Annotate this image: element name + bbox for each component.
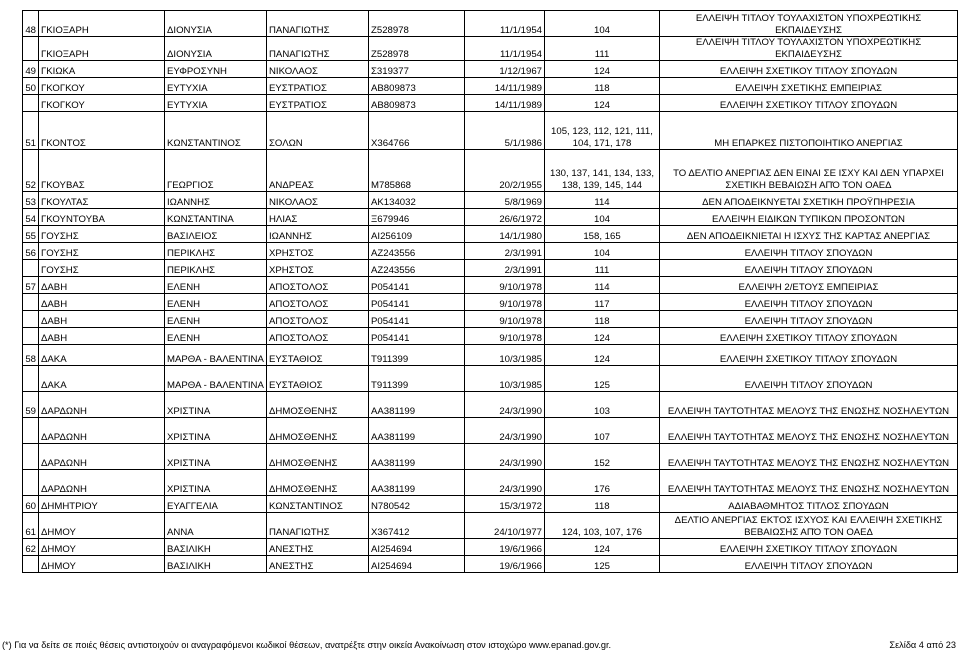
table-row: [23, 11, 958, 37]
cell-n: 62: [23, 539, 39, 556]
cell-n: [23, 37, 39, 61]
cell-reason: ΕΛΛΕΙΨΗ ΤΙΤΛΟΥ ΣΠΟΥΔΩΝ: [660, 556, 958, 573]
cell-name: ΜΑΡΘΑ - ΒΑΛΕΝΤΙΝΑ: [165, 345, 267, 366]
cell-codes: 158, 165: [545, 226, 660, 243]
cell-codes: 124: [545, 539, 660, 556]
cell-codes: 130, 137, 141, 134, 133, 138, 139, 145, 144: [545, 150, 660, 192]
cell-codes: 124: [545, 345, 660, 366]
cell-dob: 24/3/1990: [465, 392, 545, 418]
table-row: [23, 418, 958, 444]
table-row: [23, 539, 958, 556]
table-row: [23, 209, 958, 226]
table-row: [23, 294, 958, 311]
cell-codes: 118: [545, 496, 660, 513]
cell-codes: 176: [545, 470, 660, 496]
cell-n: [23, 366, 39, 392]
cell-surname: ΓΟΥΣΗΣ: [39, 260, 165, 277]
cell-codes: 114: [545, 277, 660, 294]
cell-codes: 124: [545, 328, 660, 345]
cell-codes: 105, 123, 112, 121, 111, 104, 171, 178: [545, 112, 660, 150]
cell-codes: 125: [545, 366, 660, 392]
cell-dob: 19/6/1966: [465, 556, 545, 573]
cell-name: ΒΑΣΙΛΕΙΟΣ: [165, 226, 267, 243]
table-row: [23, 311, 958, 328]
cell-codes: 117: [545, 294, 660, 311]
cell-dob: 20/2/1955: [465, 150, 545, 192]
cell-surname: ΔΗΜΗΤΡΙΟΥ: [39, 496, 165, 513]
cell-reason: ΕΛΛΕΙΨΗ ΤΙΤΛΟΥ ΣΠΟΥΔΩΝ: [660, 243, 958, 260]
cell-id: Ρ054141: [369, 294, 465, 311]
table-row: [23, 61, 958, 78]
cell-father: ΔΗΜΟΣΘΕΝΗΣ: [267, 470, 369, 496]
cell-reason: ΔΕΝ ΑΠΟΔΕΙΚΝΙΕΤΑΙ Η ΙΣΧΥΣ ΤΗΣ ΚΑΡΤΑΣ ΑΝΕΡΓΙΑΣ: [660, 226, 958, 243]
cell-n: 61: [23, 513, 39, 539]
cell-reason: ΔΕΛΤΙΟ ΑΝΕΡΓΙΑΣ ΕΚΤΟΣ ΙΣΧΥΟΣ ΚΑΙ ΕΛΛΕΙΨΗ ΣΧΕΤΙΚΗΣ ΒΕΒΑΙΩΣΗΣ ΑΠΌ ΤΟΝ ΟΑΕΔ: [660, 513, 958, 539]
cell-id: ΑΙ254694: [369, 539, 465, 556]
cell-dob: 24/3/1990: [465, 470, 545, 496]
table-row: [23, 37, 958, 61]
cell-surname: ΓΟΥΣΗΣ: [39, 243, 165, 260]
cell-dob: 9/10/1978: [465, 294, 545, 311]
cell-id: ΑΙ254694: [369, 556, 465, 573]
cell-father: ΑΠΟΣΤΟΛΟΣ: [267, 311, 369, 328]
cell-n: 58: [23, 345, 39, 366]
table-row: [23, 78, 958, 95]
cell-dob: 11/1/1954: [465, 37, 545, 61]
cell-reason: ΕΛΛΕΙΨΗ ΤΑΥΤΟΤΗΤΑΣ ΜΕΛΟΥΣ ΤΗΣ ΕΝΩΣΗΣ ΝΟΣΗΛΕΥΤΩΝ: [660, 444, 958, 470]
cell-codes: 125: [545, 556, 660, 573]
cell-n: [23, 311, 39, 328]
cell-reason: ΕΛΛΕΙΨΗ ΤΑΥΤΟΤΗΤΑΣ ΜΕΛΟΥΣ ΤΗΣ ΕΝΩΣΗΣ ΝΟΣΗΛΕΥΤΩΝ: [660, 418, 958, 444]
table-row: [23, 513, 958, 539]
cell-name: ΚΩΝΣΤΑΝΤΙΝΟΣ: [165, 112, 267, 150]
cell-reason: ΔΕΝ ΑΠΟΔΕΙΚΝΥΕΤΑΙ ΣΧΕΤΙΚΗ ΠΡΟΫΠΗΡΕΣΙΑ: [660, 192, 958, 209]
cell-codes: 118: [545, 78, 660, 95]
cell-name: ΠΕΡΙΚΛΗΣ: [165, 260, 267, 277]
cell-codes: 111: [545, 37, 660, 61]
cell-father: ΑΝΔΡΕΑΣ: [267, 150, 369, 192]
cell-n: [23, 95, 39, 112]
cell-codes: 118: [545, 311, 660, 328]
cell-father: ΣΟΛΩΝ: [267, 112, 369, 150]
cell-id: ΑΑ381199: [369, 444, 465, 470]
cell-reason: ΕΛΛΕΙΨΗ ΣΧΕΤΙΚΟΥ ΤΙΤΛΟΥ ΣΠΟΥΔΩΝ: [660, 95, 958, 112]
cell-dob: 5/8/1969: [465, 192, 545, 209]
cell-dob: 2/3/1991: [465, 260, 545, 277]
cell-surname: ΓΚΟΥΝΤΟΥΒΑ: [39, 209, 165, 226]
cell-dob: 10/3/1985: [465, 366, 545, 392]
cell-dob: 14/11/1989: [465, 78, 545, 95]
cell-name: ΧΡΙΣΤΙΝΑ: [165, 444, 267, 470]
cell-id: ΑΑ381199: [369, 392, 465, 418]
cell-id: ΑΖ243556: [369, 260, 465, 277]
cell-codes: 124: [545, 95, 660, 112]
cell-id: ΑΖ243556: [369, 243, 465, 260]
cell-name: ΒΑΣΙΛΙΚΗ: [165, 556, 267, 573]
cell-n: [23, 444, 39, 470]
footer-note: (*) Για να δείτε σε ποιές θέσεις αντιστοιχούν οι αναγραφόμενοι κωδικοί θέσεων, ανατρέξτε στην οικεία Ανακοίνωση στον ιστοχώρο www.epanad.gov.gr.: [2, 640, 612, 650]
cell-n: [23, 470, 39, 496]
table-row: [23, 496, 958, 513]
candidates-table: [22, 10, 958, 573]
cell-reason: ΕΛΛΕΙΨΗ ΤΙΤΛΟΥ ΣΠΟΥΔΩΝ: [660, 311, 958, 328]
table-row: [23, 366, 958, 392]
cell-name: ΙΩΑΝΝΗΣ: [165, 192, 267, 209]
table-row: [23, 392, 958, 418]
cell-n: 51: [23, 112, 39, 150]
cell-id: Ρ054141: [369, 328, 465, 345]
cell-surname: ΓΚΟΝΤΟΣ: [39, 112, 165, 150]
cell-id: Χ367412: [369, 513, 465, 539]
cell-codes: 103: [545, 392, 660, 418]
cell-father: ΑΠΟΣΤΟΛΟΣ: [267, 294, 369, 311]
table-row: [23, 444, 958, 470]
cell-name: ΧΡΙΣΤΙΝΑ: [165, 470, 267, 496]
cell-name: ΑΝΝΑ: [165, 513, 267, 539]
page-number: Σελίδα 4 από 23: [889, 640, 956, 650]
cell-dob: 24/10/1977: [465, 513, 545, 539]
cell-surname: ΓΚΟΥΛΤΑΣ: [39, 192, 165, 209]
cell-surname: ΓΟΥΣΗΣ: [39, 226, 165, 243]
table-row: [23, 328, 958, 345]
cell-reason: ΕΛΛΕΙΨΗ ΤΙΤΛΟΥ ΣΠΟΥΔΩΝ: [660, 260, 958, 277]
cell-father: ΧΡΗΣΤΟΣ: [267, 243, 369, 260]
table-row: [23, 260, 958, 277]
cell-dob: 10/3/1985: [465, 345, 545, 366]
cell-n: [23, 418, 39, 444]
cell-n: 50: [23, 78, 39, 95]
cell-n: 54: [23, 209, 39, 226]
cell-dob: 11/1/1954: [465, 11, 545, 37]
cell-id: Τ911399: [369, 366, 465, 392]
cell-dob: 9/10/1978: [465, 328, 545, 345]
cell-father: ΕΥΣΤΑΘΙΟΣ: [267, 345, 369, 366]
cell-id: ΑΒ809873: [369, 95, 465, 112]
cell-id: Ρ054141: [369, 311, 465, 328]
cell-reason: ΕΛΛΕΙΨΗ ΤΙΤΛΟΥ ΤΟΥΛΑΧΙΣΤΟΝ ΥΠΟΧΡΕΩΤΙΚΗΣ ΕΚΠΑΙΔΕΥΣΗΣ: [660, 37, 958, 61]
cell-reason: ΕΛΛΕΙΨΗ ΣΧΕΤΙΚΟΥ ΤΙΤΛΟΥ ΣΠΟΥΔΩΝ: [660, 539, 958, 556]
cell-father: ΔΗΜΟΣΘΕΝΗΣ: [267, 392, 369, 418]
cell-father: ΝΙΚΟΛΑΟΣ: [267, 61, 369, 78]
cell-name: ΕΥΤΥΧΙΑ: [165, 95, 267, 112]
cell-id: ΑΑ381199: [369, 470, 465, 496]
table-row: [23, 470, 958, 496]
cell-father: ΧΡΗΣΤΟΣ: [267, 260, 369, 277]
cell-n: 52: [23, 150, 39, 192]
cell-dob: 2/3/1991: [465, 243, 545, 260]
cell-surname: ΔΗΜΟΥ: [39, 513, 165, 539]
cell-surname: ΔΑΚΑ: [39, 366, 165, 392]
cell-dob: 1/12/1967: [465, 61, 545, 78]
cell-father: ΕΥΣΤΑΘΙΟΣ: [267, 366, 369, 392]
cell-id: Σ319377: [369, 61, 465, 78]
cell-name: ΕΛΕΝΗ: [165, 328, 267, 345]
table-row: [23, 243, 958, 260]
cell-id: Ζ528978: [369, 37, 465, 61]
table-row: [23, 277, 958, 294]
cell-surname: ΔΑΒΗ: [39, 328, 165, 345]
cell-surname: ΓΚΙΩΚΑ: [39, 61, 165, 78]
cell-reason: ΕΛΛΕΙΨΗ 2/ΕΤΟΥΣ ΕΜΠΕΙΡΙΑΣ: [660, 277, 958, 294]
cell-dob: 24/3/1990: [465, 418, 545, 444]
cell-name: ΧΡΙΣΤΙΝΑ: [165, 418, 267, 444]
cell-surname: ΓΚΙΟΞΑΡΗ: [39, 37, 165, 61]
cell-father: ΚΩΝΣΤΑΝΤΙΝΟΣ: [267, 496, 369, 513]
cell-codes: 104: [545, 209, 660, 226]
cell-name: ΓΕΩΡΓΙΟΣ: [165, 150, 267, 192]
cell-n: 59: [23, 392, 39, 418]
cell-father: ΑΝΕΣΤΗΣ: [267, 539, 369, 556]
cell-codes: 111: [545, 260, 660, 277]
cell-reason: ΤΟ ΔΕΛΤΙΟ ΑΝΕΡΓΙΑΣ ΔΕΝ ΕΙΝΑΙ ΣΕ ΙΣΧΥ ΚΑΙ ΔΕΝ ΥΠΑΡΧΕΙ ΣΧΕΤΙΚΗ ΒΕΒΑΙΩΣΗ ΑΠΌ ΤΟΝ ΟΑΕΔ: [660, 150, 958, 192]
cell-surname: ΔΑΒΗ: [39, 311, 165, 328]
cell-father: ΗΛΙΑΣ: [267, 209, 369, 226]
cell-name: ΕΥΑΓΓΕΛΙΑ: [165, 496, 267, 513]
cell-father: ΝΙΚΟΛΑΟΣ: [267, 192, 369, 209]
cell-codes: 104: [545, 243, 660, 260]
cell-father: ΠΑΝΑΓΙΩΤΗΣ: [267, 37, 369, 61]
cell-reason: ΕΛΛΕΙΨΗ ΣΧΕΤΙΚΟΥ ΤΙΤΛΟΥ ΣΠΟΥΔΩΝ: [660, 345, 958, 366]
table-row: [23, 345, 958, 366]
cell-reason: ΕΛΛΕΙΨΗ ΤΑΥΤΟΤΗΤΑΣ ΜΕΛΟΥΣ ΤΗΣ ΕΝΩΣΗΣ ΝΟΣΗΛΕΥΤΩΝ: [660, 392, 958, 418]
cell-surname: ΔΑΡΔΩΝΗ: [39, 392, 165, 418]
cell-surname: ΓΚΟΓΚΟΥ: [39, 78, 165, 95]
cell-n: 49: [23, 61, 39, 78]
cell-surname: ΔΑΡΔΩΝΗ: [39, 418, 165, 444]
cell-dob: 24/3/1990: [465, 444, 545, 470]
cell-id: ΑΚ134032: [369, 192, 465, 209]
cell-n: [23, 328, 39, 345]
cell-father: ΙΩΑΝΝΗΣ: [267, 226, 369, 243]
cell-reason: ΑΔΙΑΒΑΘΜΗΤΟΣ ΤΙΤΛΟΣ ΣΠΟΥΔΩΝ: [660, 496, 958, 513]
cell-id: ΑΒ809873: [369, 78, 465, 95]
cell-n: 56: [23, 243, 39, 260]
cell-surname: ΔΗΜΟΥ: [39, 556, 165, 573]
cell-id: Ζ528978: [369, 11, 465, 37]
cell-surname: ΓΚΟΓΚΟΥ: [39, 95, 165, 112]
cell-dob: 9/10/1978: [465, 311, 545, 328]
cell-name: ΕΛΕΝΗ: [165, 311, 267, 328]
cell-father: ΠΑΝΑΓΙΩΤΗΣ: [267, 11, 369, 37]
cell-reason: ΕΛΛΕΙΨΗ ΣΧΕΤΙΚΗΣ ΕΜΠΕΙΡΙΑΣ: [660, 78, 958, 95]
cell-dob: 15/3/1972: [465, 496, 545, 513]
table-row: [23, 150, 958, 192]
cell-surname: ΔΑΒΗ: [39, 294, 165, 311]
cell-father: ΔΗΜΟΣΘΕΝΗΣ: [267, 418, 369, 444]
cell-dob: 14/11/1989: [465, 95, 545, 112]
cell-father: ΠΑΝΑΓΙΩΤΗΣ: [267, 513, 369, 539]
cell-codes: 124: [545, 61, 660, 78]
cell-id: ΑΙ256109: [369, 226, 465, 243]
cell-id: Χ364766: [369, 112, 465, 150]
cell-dob: 9/10/1978: [465, 277, 545, 294]
cell-n: 60: [23, 496, 39, 513]
cell-n: [23, 260, 39, 277]
cell-name: ΕΥΦΡΟΣΥΝΗ: [165, 61, 267, 78]
cell-codes: 124, 103, 107, 176: [545, 513, 660, 539]
cell-codes: 104: [545, 11, 660, 37]
table-row: [23, 95, 958, 112]
cell-name: ΜΑΡΘΑ - ΒΑΛΕΝΤΙΝΑ: [165, 366, 267, 392]
cell-id: Ν780542: [369, 496, 465, 513]
cell-dob: 14/1/1980: [465, 226, 545, 243]
cell-surname: ΔΑΡΔΩΝΗ: [39, 444, 165, 470]
cell-reason: ΜΗ ΕΠΑΡΚΕΣ ΠΙΣΤΟΠΟΙΗΤΙΚΟ ΑΝΕΡΓΙΑΣ: [660, 112, 958, 150]
cell-n: [23, 556, 39, 573]
cell-name: ΕΛΕΝΗ: [165, 294, 267, 311]
cell-surname: ΓΚΟΥΒΑΣ: [39, 150, 165, 192]
cell-surname: ΓΚΙΟΞΑΡΗ: [39, 11, 165, 37]
cell-n: 53: [23, 192, 39, 209]
table-row: [23, 192, 958, 209]
cell-name: ΔΙΟΝΥΣΙΑ: [165, 11, 267, 37]
cell-reason: ΕΛΛΕΙΨΗ ΤΑΥΤΟΤΗΤΑΣ ΜΕΛΟΥΣ ΤΗΣ ΕΝΩΣΗΣ ΝΟΣΗΛΕΥΤΩΝ: [660, 470, 958, 496]
cell-surname: ΔΗΜΟΥ: [39, 539, 165, 556]
cell-codes: 107: [545, 418, 660, 444]
cell-n: 48: [23, 11, 39, 37]
table-body: [23, 11, 958, 573]
cell-father: ΑΠΟΣΤΟΛΟΣ: [267, 277, 369, 294]
cell-surname: ΔΑΒΗ: [39, 277, 165, 294]
cell-father: ΕΥΣΤΡΑΤΙΟΣ: [267, 78, 369, 95]
cell-surname: ΔΑΚΑ: [39, 345, 165, 366]
cell-surname: ΔΑΡΔΩΝΗ: [39, 470, 165, 496]
cell-father: ΔΗΜΟΣΘΕΝΗΣ: [267, 444, 369, 470]
cell-codes: 114: [545, 192, 660, 209]
cell-codes: 152: [545, 444, 660, 470]
cell-name: ΕΛΕΝΗ: [165, 277, 267, 294]
table-row: [23, 112, 958, 150]
cell-dob: 26/6/1972: [465, 209, 545, 226]
cell-reason: ΕΛΛΕΙΨΗ ΣΧΕΤΙΚΟΥ ΤΙΤΛΟΥ ΣΠΟΥΔΩΝ: [660, 61, 958, 78]
cell-name: ΠΕΡΙΚΛΗΣ: [165, 243, 267, 260]
table-row: [23, 226, 958, 243]
cell-name: ΔΙΟΝΥΣΙΑ: [165, 37, 267, 61]
cell-father: ΑΠΟΣΤΟΛΟΣ: [267, 328, 369, 345]
cell-name: ΚΩΝΣΤΑΝΤΙΝΑ: [165, 209, 267, 226]
cell-father: ΑΝΕΣΤΗΣ: [267, 556, 369, 573]
cell-id: Μ785868: [369, 150, 465, 192]
cell-reason: ΕΛΛΕΙΨΗ ΤΙΤΛΟΥ ΣΠΟΥΔΩΝ: [660, 366, 958, 392]
cell-reason: ΕΛΛΕΙΨΗ ΤΙΤΛΟΥ ΣΠΟΥΔΩΝ: [660, 294, 958, 311]
cell-id: Ξ679946: [369, 209, 465, 226]
cell-n: 57: [23, 277, 39, 294]
cell-father: ΕΥΣΤΡΑΤΙΟΣ: [267, 95, 369, 112]
table-row: [23, 556, 958, 573]
cell-reason: ΕΛΛΕΙΨΗ ΣΧΕΤΙΚΟΥ ΤΙΤΛΟΥ ΣΠΟΥΔΩΝ: [660, 328, 958, 345]
cell-name: ΒΑΣΙΛΙΚΗ: [165, 539, 267, 556]
cell-n: [23, 294, 39, 311]
cell-name: ΕΥΤΥΧΙΑ: [165, 78, 267, 95]
cell-dob: 5/1/1986: [465, 112, 545, 150]
cell-name: ΧΡΙΣΤΙΝΑ: [165, 392, 267, 418]
cell-id: Τ911399: [369, 345, 465, 366]
cell-reason: ΕΛΛΕΙΨΗ ΕΙΔΙΚΩΝ ΤΥΠΙΚΩΝ ΠΡΟΣΟΝΤΩΝ: [660, 209, 958, 226]
cell-n: 55: [23, 226, 39, 243]
cell-reason: ΕΛΛΕΙΨΗ ΤΙΤΛΟΥ ΤΟΥΛΑΧΙΣΤΟΝ ΥΠΟΧΡΕΩΤΙΚΗΣ ΕΚΠΑΙΔΕΥΣΗΣ: [660, 11, 958, 37]
cell-id: Ρ054141: [369, 277, 465, 294]
cell-dob: 19/6/1966: [465, 539, 545, 556]
cell-id: ΑΑ381199: [369, 418, 465, 444]
